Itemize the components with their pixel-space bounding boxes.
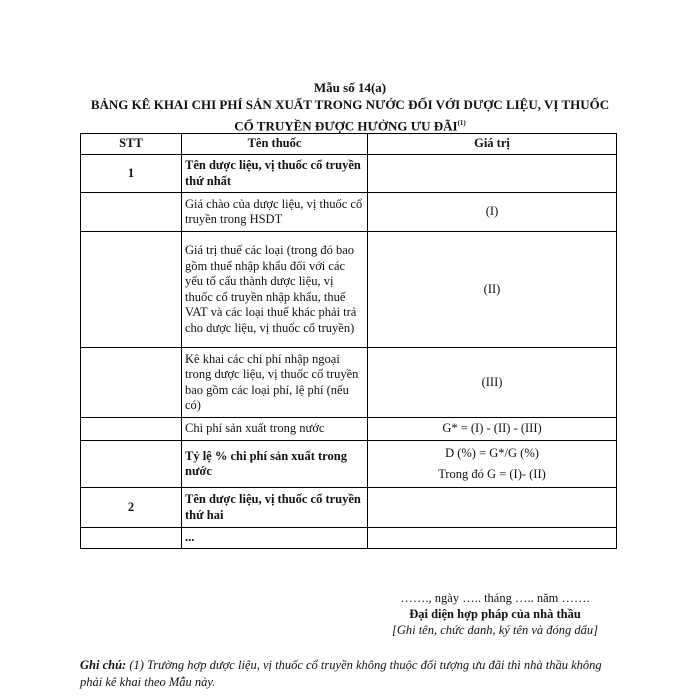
row-name: Giá chào của dược liệu, vị thuốc cổ truyền trong HSDT (182, 193, 368, 232)
row-name: Tên dược liệu, vị thuốc cổ truyền thứ nhất (182, 155, 368, 193)
table-row (81, 488, 617, 528)
signature-block (340, 590, 650, 638)
representative-label: Đại diện hợp pháp của nhà thầu (409, 607, 581, 621)
row-value-formula: D (%) = G*/G (%) (445, 446, 539, 460)
table-row (81, 155, 617, 193)
row-name: Giá trị thuế các loại (trong đó bao gồm thuế nhập khẩu đối với các yếu tố cấu thành dược liệu, vị thuốc cổ truyền nhập khẩu, thuế VAT và các loại thuế khác phải trả cho dược liệu, vị thuốc cổ truyền) (182, 232, 368, 348)
form-number: Mẫu số 14(a) (313, 80, 387, 95)
date-line: ……., ngày ….. tháng ….. năm ……. (400, 591, 590, 605)
header-value: Giá trị (368, 134, 617, 155)
row-stt (81, 418, 182, 441)
table-row (81, 348, 617, 418)
row-value: (II) (368, 232, 617, 348)
row-name: Tỷ lệ % chi phí sản xuất trong nước (182, 441, 368, 488)
row-stt: 1 (81, 155, 182, 193)
row-value (368, 441, 617, 488)
row-name: Kê khai các chi phí nhập ngoại trong dược liệu, vị thuốc cổ truyền bao gồm các loại phí, lệ phí (nếu có) (182, 348, 368, 418)
row-value (368, 155, 617, 193)
row-name: ... (182, 528, 368, 549)
cost-declaration-table (80, 133, 617, 549)
table-row (81, 193, 617, 232)
row-stt (81, 193, 182, 232)
table-header-row (81, 134, 617, 155)
row-value (368, 488, 617, 528)
footnote (80, 657, 620, 691)
row-stt (81, 232, 182, 348)
footnote-text: (1) Trường hợp dược liệu, vị thuốc cổ truyền không thuộc đối tượng ưu đãi thì nhà thầu không phải kê khai theo Mẫu này. (80, 658, 602, 689)
row-name: Tên dược liệu, vị thuốc cổ truyền thứ hai (182, 488, 368, 528)
row-value: (I) (368, 193, 617, 232)
row-name: Chi phí sản xuất trong nước (182, 418, 368, 441)
footnote-label: Ghi chú: (80, 658, 127, 672)
title-text: BẢNG KÊ KHAI CHI PHÍ SẢN XUẤT TRONG NƯỚC ĐỐI VỚI DƯỢC LIỆU, VỊ THUỐC CỔ TRUYỀN ĐƯỢC HƯỞNG ƯU ĐÃI (90, 97, 610, 134)
table-row (81, 441, 617, 488)
row-stt (81, 348, 182, 418)
row-stt: 2 (81, 488, 182, 528)
row-value-note: Trong đó G = (I)- (II) (438, 466, 546, 481)
header-drug-name: Tên thuốc (182, 134, 368, 155)
row-value (368, 528, 617, 549)
table-row (81, 418, 617, 441)
title-footnote-mark: (1) (457, 119, 466, 127)
table-row (81, 528, 617, 549)
table-row (81, 232, 617, 348)
row-stt (81, 528, 182, 549)
document-title (80, 95, 620, 135)
header-stt: STT (81, 134, 182, 155)
row-stt (81, 441, 182, 488)
sign-instruction: [Ghi tên, chức danh, ký tên và đóng dấu] (391, 623, 599, 637)
row-value: G* = (I) - (II) - (III) (368, 418, 617, 441)
row-value: (III) (368, 348, 617, 418)
